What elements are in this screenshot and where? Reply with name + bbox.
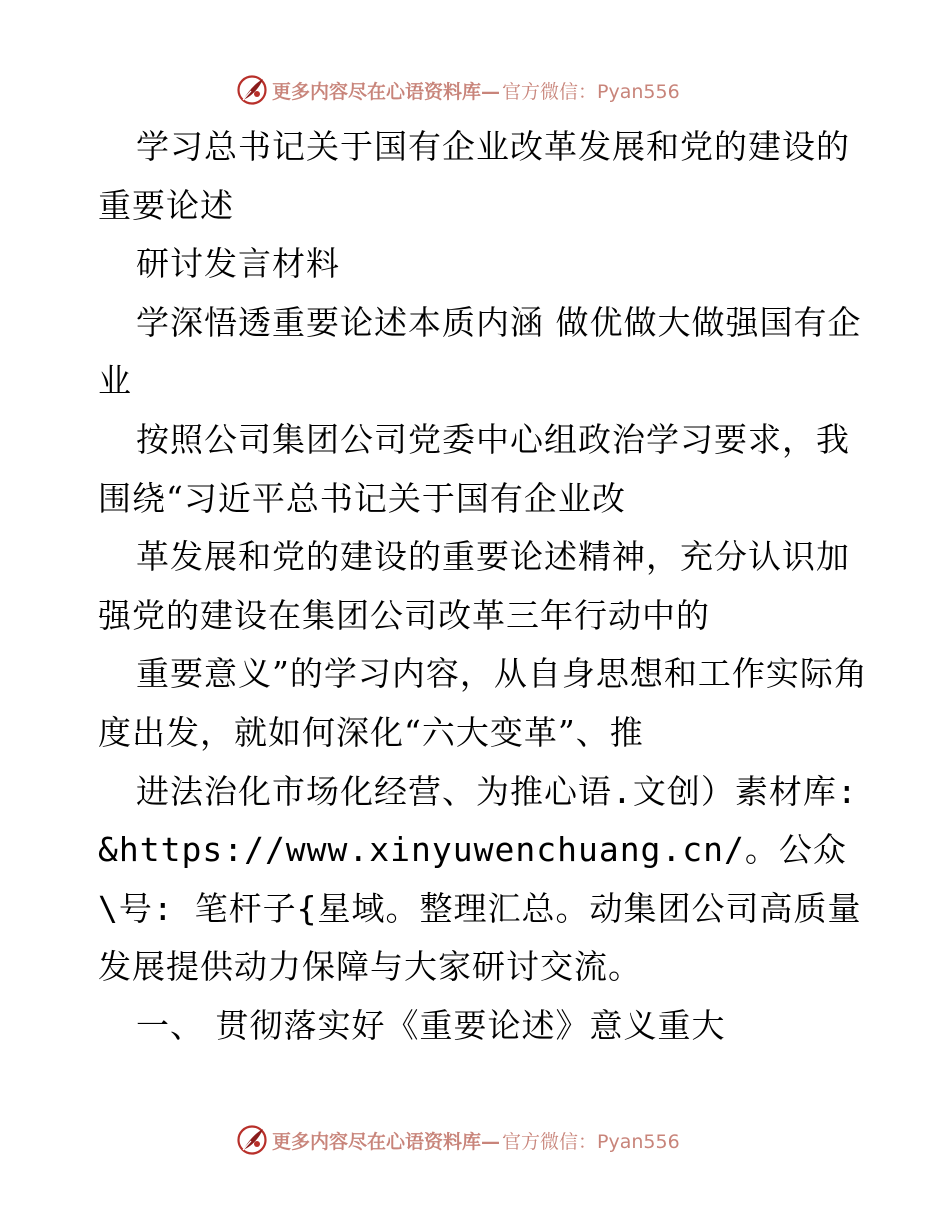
document-subtitle: 研讨发言材料 — [136, 244, 340, 284]
quill-logo-icon — [236, 74, 268, 106]
body-paragraph: 按照公司集团公司党委中心组政治学习要求，我围绕“习近平总书记关于国有企业改 — [98, 419, 850, 518]
footer-watermark-banner — [236, 1123, 756, 1157]
watermark-wechat-text: 官方微信：Pyan556 — [502, 80, 680, 103]
section-heading: 一、 贯彻落实好《重要论述》意义重大 — [136, 1005, 726, 1045]
watermark-site-text: 更多内容尽在心语资料库— — [272, 80, 501, 103]
body-paragraph-with-url: 进法治化市场化经营、为推心语.文创）素材库: &https://www.xinyuwenchuang.cn/。公众\号: 笔杆子{星域。整理汇总。动集团公司高质量发展提供动力保障与大家研讨交流。 — [98, 771, 879, 987]
watermark-site-text: 更多内容尽在心语资料库— — [272, 1130, 501, 1153]
watermark-wechat-text: 官方微信：Pyan556 — [502, 1130, 680, 1153]
quill-logo-icon — [236, 1124, 268, 1156]
document-title: 学习总书记关于国有企业改革发展和党的建设的重要论述 — [98, 127, 850, 225]
header-watermark-banner — [236, 73, 756, 107]
document-theme: 学深悟透重要论述本质内涵 做优做大做强国有企业 — [98, 302, 862, 401]
body-paragraph: 革发展和党的建设的重要论述精神，充分认识加强党的建设在集团公司改革三年行动中的 — [98, 537, 850, 635]
body-paragraph: 重要意义”的学习内容，从自身思想和工作实际角度出发，就如何深化“六大变革”、推 — [98, 654, 868, 752]
document-body — [98, 118, 879, 1056]
